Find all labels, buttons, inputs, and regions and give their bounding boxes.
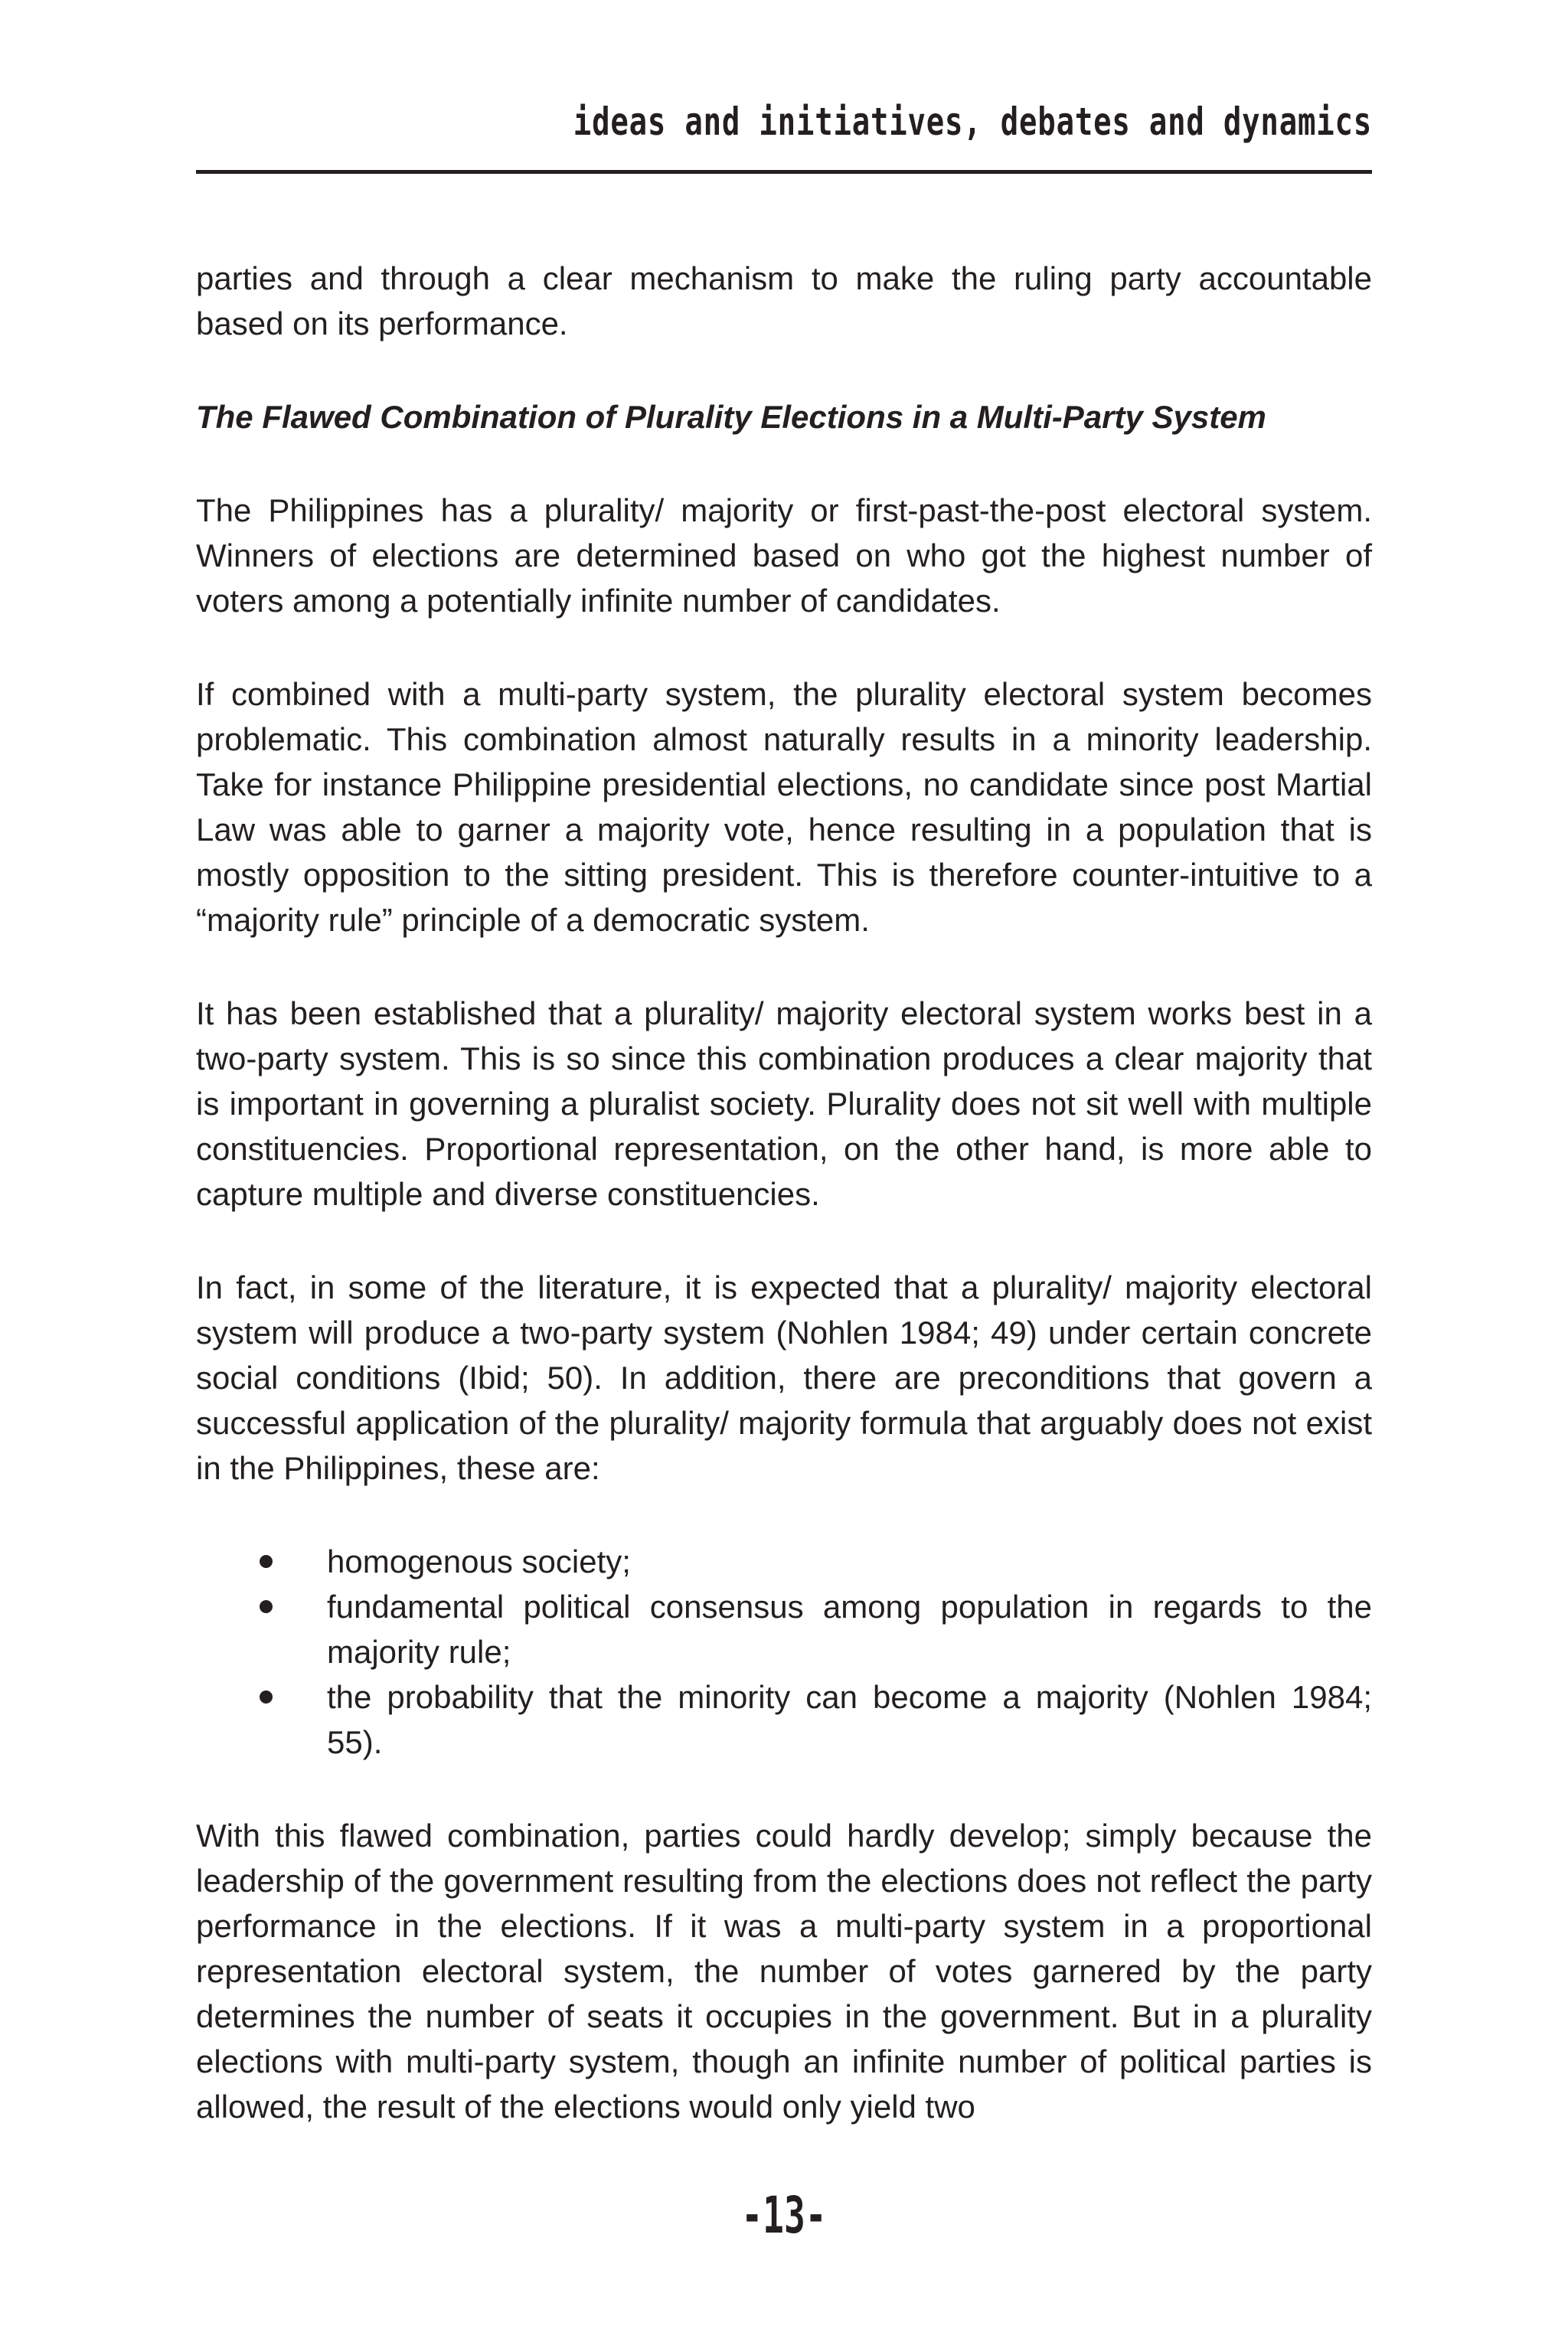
list-item-text: the probability that the minority can become a majority (Nohlen 1984; 55). — [327, 1679, 1372, 1760]
paragraph-continuation: parties and through a clear mechanism to make the ruling party accountable based on its performance. — [196, 260, 1372, 341]
bullet-icon — [260, 1600, 273, 1613]
section-heading: The Flawed Combination of Plurality Elections in a Multi-Party System — [196, 399, 1266, 435]
preconditions-list — [196, 1539, 1372, 1765]
bullet-icon — [260, 1555, 273, 1568]
paragraph-two-party-system: It has been established that a plurality/ majority electoral system works best in a two-party system. This is so since this combination produces a clear majority that is important in governing a pluralist society. Plurality does not sit well with multiple constituencies. Proportional representation, on the other hand, is more able to capture multiple and diverse constituencies. — [196, 995, 1372, 1212]
list-item — [196, 1539, 1372, 1584]
bullet-icon — [260, 1690, 273, 1704]
list-item-text: homogenous society; — [327, 1544, 631, 1579]
page-number: -13- — [741, 2186, 827, 2245]
running-header: ideas and initiatives, debates and dynamics — [573, 100, 1372, 144]
list-item — [196, 1674, 1372, 1765]
body-text — [196, 256, 1372, 2177]
list-item-text: fundamental political consensus among population in regards to the majority rule; — [327, 1589, 1372, 1670]
paragraph-multi-party-combination: If combined with a multi-party system, the plurality electoral system becomes problematic. This combination almost naturally results in a minority leadership. Take for instance Philippine presidential elections, no candidate since post Martial Law was able to garner a majority vote, hence resulting in a population that is mostly opposition to the sitting president. This is therefore counter-intuitive to a “majority rule” principle of a democratic system. — [196, 676, 1372, 938]
paragraph-electoral-system: The Philippines has a plurality/ majority or first-past-the-post electoral system. Winners of elections are determined based on who got the highest number of voters among a potentially infinite number of candidates. — [196, 492, 1372, 619]
paragraph-literature: In fact, in some of the literature, it is expected that a plurality/ majority electoral system will produce a two-party system (Nohlen 1984; 49) under certain concrete social conditions (Ibid; 50). In addition, there are preconditions that govern a successful application of the plurality/ majority formula that arguably does not exist in the Philippines, these are: — [196, 1269, 1372, 1486]
header-rule — [196, 170, 1372, 174]
paragraph-flawed-combination: With this flawed combination, parties could hardly develop; simply because the leadership of the government resulting from the elections does not reflect the party performance in the elections. If it was a multi-party system in a proportional representation electoral system, the number of votes garnered by the party determines the number of seats it occupies in the government. But in a plurality elections with multi-party system, though an infinite number of political parties is allowed, the result of the elections would only yield two — [196, 1818, 1372, 2125]
list-item — [196, 1584, 1372, 1674]
